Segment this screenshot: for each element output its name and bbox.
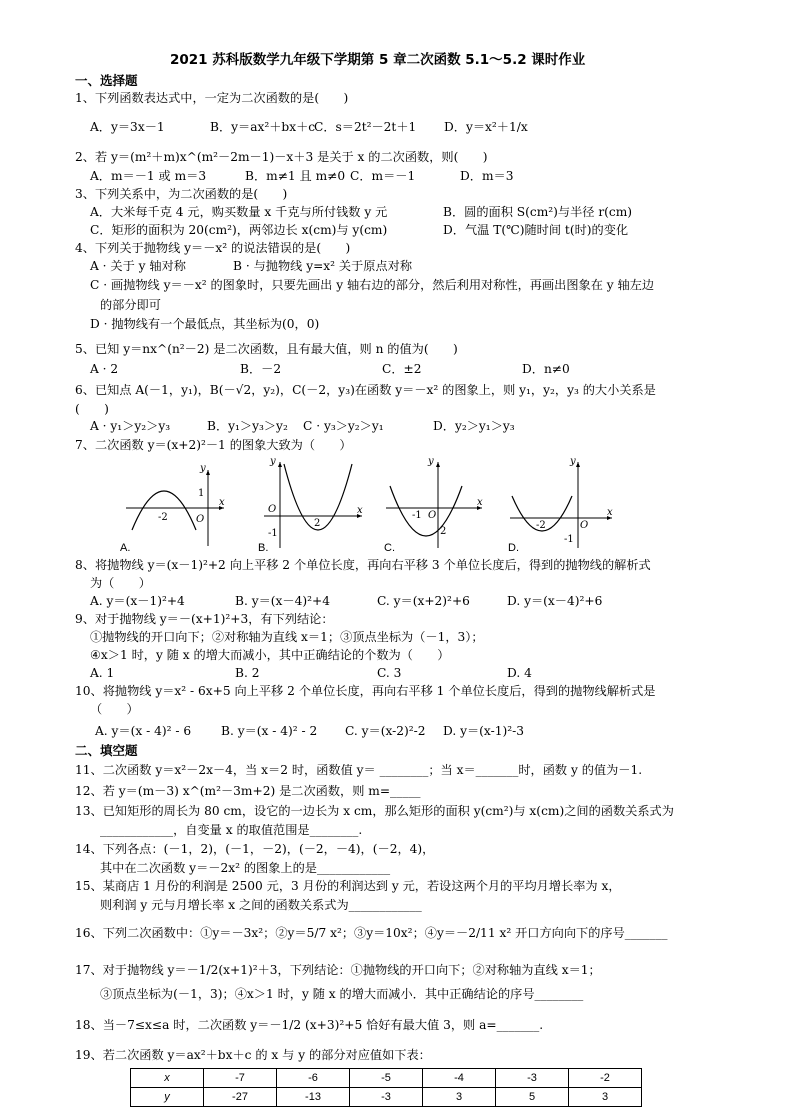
question-2: 2、若 y＝(m²＋m)x^(m²－2m－1)－x＋3 是关于 x 的二次函数，则( ) bbox=[75, 150, 488, 164]
table-cell: -2 bbox=[569, 1069, 642, 1088]
question-5: 5、已知 y＝nx^(n²－2) 是二次函数，且有最大值，则 n 的值为( ) bbox=[75, 342, 458, 356]
svg-text:x: x bbox=[357, 505, 363, 516]
question-2-options bbox=[90, 168, 513, 184]
question-10: 10、将抛物线 y＝x² - 6x+5 向上平移 2 个单位长度，再向右平移 1 个单位长度后，得到的抛物线解析式是 bbox=[75, 684, 656, 698]
graph-d-label: D. bbox=[508, 542, 519, 554]
option-a: A. 1 bbox=[90, 666, 115, 680]
svg-text:-2: -2 bbox=[158, 512, 168, 523]
svg-text:x: x bbox=[477, 497, 483, 508]
question-1: 1、下列函数表达式中，一定为二次函数的是( ) bbox=[75, 91, 349, 105]
svg-text:x: x bbox=[219, 497, 225, 508]
question-19: 19、若二次函数 y＝ax²＋bx＋c 的 x 与 y 的部分对应值如下表： bbox=[75, 1048, 431, 1062]
svg-text:O: O bbox=[268, 504, 277, 515]
option-b: B．y₁＞y₃＞y₂ bbox=[207, 419, 288, 433]
question-4: 4、下列关于抛物线 y＝－x² 的说法错误的是( ) bbox=[75, 241, 351, 255]
option-b: B. 2 bbox=[235, 666, 260, 680]
table-cell: -5 bbox=[350, 1069, 423, 1088]
graph-a-plot bbox=[118, 456, 228, 552]
table-cell: -6 bbox=[277, 1069, 350, 1088]
question-14-cont: 其中在二次函数 y＝－2x² 的图象上的是____________ bbox=[100, 861, 391, 875]
graph-c-plot bbox=[382, 456, 492, 552]
table-row-x bbox=[131, 1069, 642, 1088]
option-c: C．±2 bbox=[382, 362, 422, 376]
question-3: 3、下列关系中，为二次函数的是( ) bbox=[75, 187, 288, 201]
question-3-option-d: D．气温 T(℃)随时间 t(时)的变化 bbox=[443, 223, 629, 237]
question-8-cont: 为（ ） bbox=[90, 576, 151, 590]
table-header-x: x bbox=[131, 1069, 204, 1088]
question-4-option-b: B · 与抛物线 y=x² 关于原点对称 bbox=[233, 259, 413, 273]
option-d: D. 4 bbox=[507, 666, 532, 680]
option-d: D．y＝x²＋1/x bbox=[444, 120, 528, 134]
question-15-cont: 则利润 y 元与月增长率 x 之间的函数关系式为____________ bbox=[100, 898, 422, 912]
question-9-statements: ①抛物线的开口向下；②对称轴为直线 x＝1；③顶点坐标为（－1，3）； bbox=[90, 630, 484, 644]
table-cell: 3 bbox=[423, 1088, 496, 1107]
question-5-options bbox=[90, 361, 570, 377]
option-a: A．m＝－1 或 m＝3 bbox=[90, 169, 207, 183]
question-6: 6、已知点 A(－1，y₁)，B(－√2，y₂)，C(－2，y₃)在函数 y＝－x² 的图象上，则 y₁，y₂，y₃ 的大小关系是 bbox=[75, 383, 656, 397]
option-b: B．m≠1 且 m≠0 bbox=[245, 169, 346, 183]
svg-text:O: O bbox=[196, 514, 205, 525]
svg-text:2: 2 bbox=[314, 518, 321, 529]
graph-c-label: C. bbox=[384, 542, 395, 554]
graph-d bbox=[506, 456, 616, 552]
svg-text:y: y bbox=[200, 463, 206, 474]
option-d: D．n≠0 bbox=[522, 362, 570, 376]
section-heading-choice: 一、选择题 bbox=[75, 73, 138, 88]
graph-b bbox=[256, 456, 366, 552]
svg-text:O: O bbox=[428, 510, 437, 521]
svg-text:y: y bbox=[570, 456, 576, 467]
page-title: 2021 苏科版数学九年级下学期第 5 章二次函数 5.1～5.2 课时作业 bbox=[170, 52, 586, 68]
question-8: 8、将抛物线 y＝(x－1)²+2 向上平移 2 个单位长度，再向右平移 3 个单位长度后，得到的抛物线的解析式 bbox=[75, 558, 651, 572]
question-12: 12、若 y＝(m－3) x^(m²－3m+2) 是二次函数，则 m=_____ bbox=[75, 784, 421, 798]
svg-text:-2: -2 bbox=[536, 520, 546, 531]
question-9-statements-cont: ④x＞1 时，y 随 x 的增大而减小，其中正确结论的个数为（ ） bbox=[90, 648, 450, 662]
question-4-option-c-cont: 的部分即可 bbox=[100, 298, 161, 312]
table-cell: -4 bbox=[423, 1069, 496, 1088]
svg-text:2: 2 bbox=[440, 526, 447, 537]
question-3-option-c: C．矩形的面积为 20(cm²)，两邻边长 x(cm)与 y(cm) bbox=[90, 223, 388, 237]
table-cell: -13 bbox=[277, 1088, 350, 1107]
graph-b-plot bbox=[256, 456, 366, 552]
option-a: A. y＝(x - 4)² - 6 bbox=[95, 724, 192, 738]
question-9-options bbox=[90, 665, 532, 681]
graph-b-label: B. bbox=[258, 542, 269, 554]
table-row-y bbox=[131, 1088, 642, 1107]
question-15: 15、某商店 1 月份的利润是 2500 元，3 月份的利润达到 y 元，若设这两个月的平均月增长率为 x， bbox=[75, 879, 621, 893]
question-4-option-c: C · 画抛物线 y＝－x² 的图象时，只要先画出 y 轴右边的部分，然后利用对称性，再画出图象在 y 轴左边 bbox=[90, 278, 655, 292]
table-cell: -27 bbox=[204, 1088, 277, 1107]
table-cell: -7 bbox=[204, 1069, 277, 1088]
question-17-cont: ③顶点坐标为(－1，3)；④x＞1 时，y 随 x 的增大而减小．其中正确结论的序号________ bbox=[100, 987, 584, 1001]
svg-text:y: y bbox=[270, 456, 276, 467]
question-13-cont: ____________，自变量 x 的取值范围是________. bbox=[100, 823, 363, 837]
graph-a bbox=[118, 456, 228, 552]
svg-text:O: O bbox=[580, 520, 589, 531]
option-a: A. y＝(x－1)²+4 bbox=[90, 594, 185, 608]
question-3-option-b: B．圆的面积 S(cm²)与半径 r(cm) bbox=[443, 205, 633, 219]
question-6-options bbox=[90, 418, 515, 434]
table-cell: 5 bbox=[496, 1088, 569, 1107]
question-10-options bbox=[95, 723, 524, 739]
option-a: A．y＝3x－1 bbox=[90, 120, 165, 134]
svg-text:1: 1 bbox=[198, 488, 205, 499]
option-d: D. y＝(x－4)²+6 bbox=[507, 594, 603, 608]
option-b: B. y＝(x－4)²+4 bbox=[235, 594, 330, 608]
svg-text:-1: -1 bbox=[564, 534, 574, 545]
question-10-cont: （ ） bbox=[90, 702, 139, 716]
question-13: 13、已知矩形的周长为 80 cm，设它的一边长为 x cm，那么矩形的面积 y(cm²)与 x(cm)之间的函数关系式为 bbox=[75, 804, 674, 818]
svg-text:-1: -1 bbox=[268, 528, 278, 539]
table-cell: 3 bbox=[569, 1088, 642, 1107]
graph-d-plot bbox=[506, 456, 616, 552]
graph-c bbox=[382, 456, 492, 552]
question-3-option-a: A．大米每千克 4 元，购买数量 x 千克与所付钱数 y 元 bbox=[90, 205, 388, 219]
question-4-option-a: A · 关于 y 轴对称 bbox=[90, 259, 186, 273]
option-a: A · 2 bbox=[90, 362, 119, 376]
option-c: C. 3 bbox=[377, 666, 402, 680]
option-b: B．－2 bbox=[240, 362, 282, 376]
option-d: D. y＝(x-1)²-3 bbox=[443, 724, 524, 738]
option-c: C．s＝2t²－2t＋1 bbox=[314, 120, 417, 134]
svg-text:-1: -1 bbox=[412, 510, 422, 521]
option-c: C. y＝(x-2)²-2 bbox=[345, 724, 426, 738]
question-17: 17、对于抛物线 y＝－1/2(x+1)²＋3，下列结论：①抛物线的开口向下；②对称轴为直线 x＝1； bbox=[75, 963, 601, 977]
option-b: B．y＝ax²＋bx＋c bbox=[210, 120, 316, 134]
question-18: 18、当－7≤x≤a 时，二次函数 y＝－1/2 (x+3)²+5 恰好有最大值 3，则 a=_______. bbox=[75, 1018, 544, 1032]
question-4-option-d: D · 抛物线有一个最低点，其坐标为(0，0) bbox=[90, 317, 320, 331]
question-16: 16、下列二次函数中：①y＝－3x²；②y＝5/7 x²；③y＝10x²；④y＝－2/11 x² 开口方向向下的序号_______ bbox=[75, 926, 668, 940]
question-1-options bbox=[90, 119, 528, 135]
question-8-options bbox=[90, 593, 602, 609]
table-cell: -3 bbox=[496, 1069, 569, 1088]
option-a: A · y₁＞y₂＞y₃ bbox=[90, 419, 171, 433]
question-14: 14、下列各点：(－1，2)，(－1，－2)，(－2，－4)，(－2，4)， bbox=[75, 842, 435, 856]
option-b: B. y＝(x - 4)² - 2 bbox=[221, 724, 318, 738]
option-c: C · y₃＞y₂＞y₁ bbox=[303, 419, 384, 433]
graph-a-label: A. bbox=[120, 542, 131, 554]
table-header-y: y bbox=[131, 1088, 204, 1107]
svg-text:x: x bbox=[607, 507, 613, 518]
option-c: C. y＝(x+2)²+6 bbox=[377, 594, 470, 608]
option-d: D．y₂＞y₁＞y₃ bbox=[433, 419, 515, 433]
section-heading-fill: 二、填空题 bbox=[75, 743, 138, 758]
svg-text:y: y bbox=[428, 456, 434, 467]
value-table bbox=[130, 1068, 642, 1107]
question-9: 9、对于抛物线 y＝－(x+1)²+3，有下列结论： bbox=[75, 612, 334, 626]
question-7-graphs bbox=[118, 456, 638, 552]
question-11: 11、二次函数 y＝x²－2x－4，当 x＝2 时，函数值 y＝ ________；当 x＝_______时，函数 y 的值为－1. bbox=[75, 763, 643, 777]
question-7: 7、二次函数 y＝(x+2)²－1 的图象大致为（ ） bbox=[75, 438, 352, 452]
question-6-cont: ( ) bbox=[75, 402, 109, 416]
option-c: C．m＝－1 bbox=[350, 169, 416, 183]
option-d: D．m＝3 bbox=[460, 169, 514, 183]
table-cell: -3 bbox=[350, 1088, 423, 1107]
